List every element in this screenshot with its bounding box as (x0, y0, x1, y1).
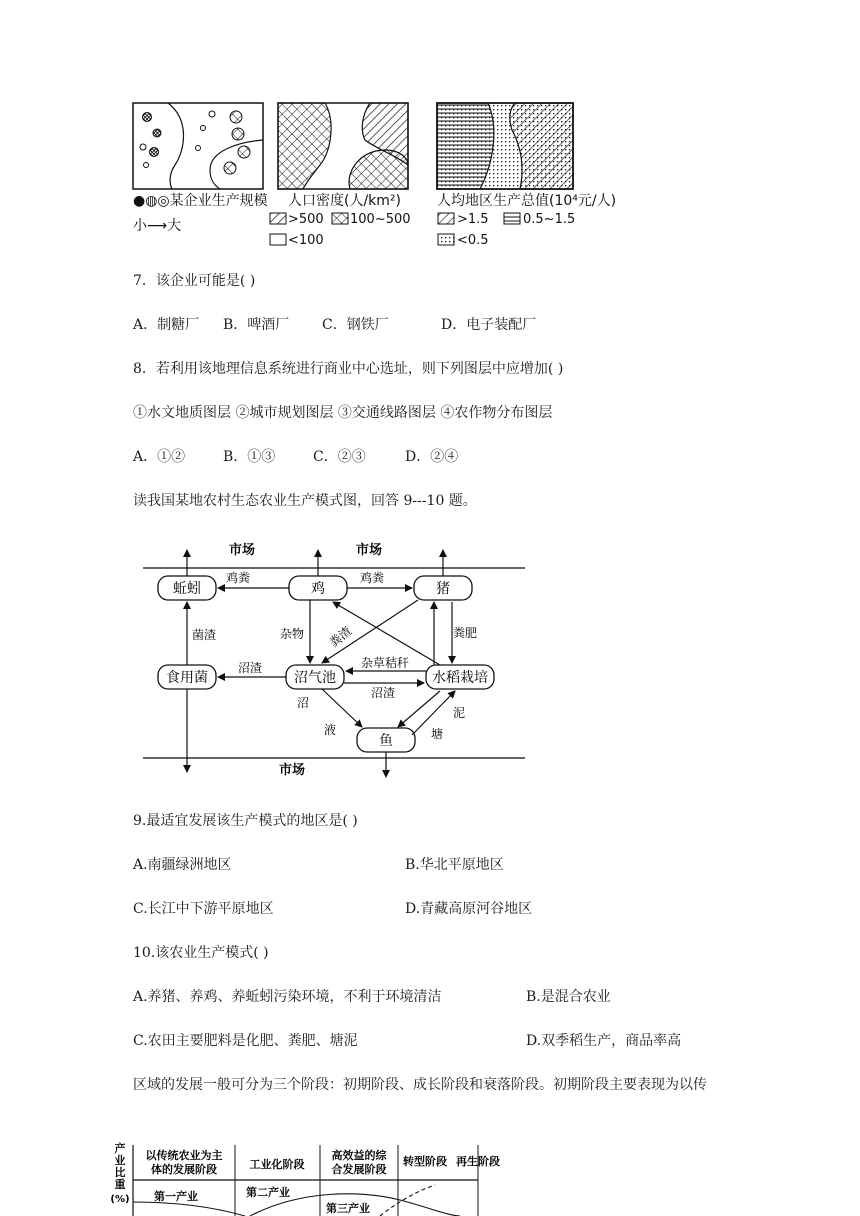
edge-biogas-residue-2: 沼渣 (370, 686, 396, 700)
map-per-capita-gdp (437, 103, 573, 189)
stage5-label: 再生阶段 (456, 1155, 500, 1168)
passage-region-development: 区域的发展一般可分为三个阶段：初期阶段、成长阶段和衰落阶段。初期阶段主要表现为以传 (133, 1077, 707, 1093)
map3-title: 人均地区生产总值(10⁴元/人) (437, 193, 617, 209)
arrow-rice-fish (398, 691, 440, 727)
map-enterprise-scale (133, 103, 263, 189)
label-market-top-right: 市场 (355, 543, 383, 558)
q9-option-a: A.南疆绿洲地区 (133, 857, 232, 873)
q8-option-d: D．②④ (405, 449, 459, 465)
q7-option-a: A．制糖厂 (133, 317, 200, 333)
swatch-diag (270, 213, 286, 224)
map2-title: 人口密度(人/km²) (288, 193, 401, 209)
label-fish: 鱼 (379, 733, 393, 749)
series-secondary-label: 第二产业 (246, 1186, 290, 1199)
q8-option-a: A．①② (133, 449, 186, 465)
swatch-diag-gdp (438, 213, 454, 224)
legend-enterprise-scale: ●◍◎某企业生产规模 (133, 193, 268, 209)
y-axis-label-3: 比 (114, 1166, 126, 1179)
swatch-dots-gdp (438, 234, 454, 245)
q10-option-b: B.是混合农业 (526, 989, 611, 1005)
edge-zhao: 沼 (296, 696, 310, 710)
stage4-label: 转型阶段 (403, 1155, 447, 1168)
label-mushroom: 食用菌 (166, 670, 208, 686)
label-market-top-left: 市场 (228, 543, 256, 558)
q8-layer-list: ①水文地质图层 ②城市规划图层 ③交通线路图层 ④农作物分布图层 (133, 405, 553, 421)
intro-9-10: 读我国某地农村生态农业生产模式图，回答 9---10 题。 (133, 493, 477, 509)
swatch-empty (270, 234, 286, 245)
edge-misc: 杂物 (279, 627, 305, 641)
q10-option-d: D.双季稻生产，商品率高 (526, 1033, 682, 1049)
stage2-label: 工业化阶段 (249, 1158, 305, 1171)
q10-stem: 10.该农业生产模式( ) (133, 945, 269, 961)
stage1-line1: 以传统农业为主 (145, 1149, 223, 1162)
map2-legend-mid: 100~500 (350, 212, 411, 227)
map2-legend-low: <100 (288, 233, 324, 248)
gis-layer-maps (0, 0, 860, 260)
curve-primary (133, 1202, 245, 1216)
swatch-cross (332, 213, 348, 224)
edge-ni: 泥 (452, 706, 466, 720)
y-axis-label-5: (%) (110, 1194, 130, 1205)
q10-option-a: A.养猪、养鸡、养蚯蚓污染环境，不利于环境清洁 (133, 989, 442, 1005)
eco-agriculture-diagram (0, 530, 860, 780)
label-rice: 水稻栽培 (432, 670, 488, 686)
map3-legend-mid: 0.5~1.5 (523, 212, 576, 227)
label-earthworm: 蚯蚓 (173, 581, 201, 597)
q7-option-d: D．电子装配厂 (441, 317, 537, 333)
map-population-density (278, 103, 408, 189)
swatch-stripe-gdp (504, 213, 520, 224)
legend-enterprise-scale-range: 小⟶大 (133, 218, 182, 234)
edge-manure: 粪肥 (452, 626, 478, 640)
curve-tertiary-projection (380, 1185, 435, 1216)
edge-ye: 液 (323, 723, 337, 737)
q8-option-c: C．②③ (313, 449, 366, 465)
stage3-line1: 高效益的综 (331, 1149, 387, 1162)
stage1-line2: 体的发展阶段 (151, 1163, 217, 1176)
label-biogas: 沼气池 (294, 670, 336, 686)
label-pig: 猪 (436, 581, 450, 597)
edge-chicken-manure-1: 鸡粪 (225, 571, 251, 585)
stage3-line2: 合发展阶段 (331, 1163, 387, 1176)
q8-option-b: B．①③ (223, 449, 276, 465)
label-chicken: 鸡 (311, 581, 325, 597)
map2-legend-high: >500 (288, 212, 324, 227)
y-axis-label-2: 业 (114, 1154, 126, 1167)
y-axis-label-4: 重 (114, 1178, 126, 1191)
map3-legend-high: >1.5 (457, 212, 489, 227)
map3-legend-low: <0.5 (457, 233, 489, 248)
q9-option-c: C.长江中下游平原地区 (133, 901, 274, 917)
edge-manure-residue: 粪渣 (326, 623, 355, 651)
q8-stem: 8．若利用该地理信息系统进行商业中心选址，则下列图层中应增加( ) (133, 361, 564, 377)
q9-option-b: B.华北平原地区 (405, 857, 504, 873)
edge-weeds-straw: 杂草秸秆 (360, 656, 410, 670)
q9-stem: 9.最适宜发展该生产模式的地区是( ) (133, 813, 358, 829)
q9-option-d: D.青藏高原河谷地区 (405, 901, 533, 917)
label-market-bottom: 市场 (278, 763, 306, 778)
series-primary-label: 第一产业 (154, 1190, 198, 1203)
q10-option-c: C.农田主要肥料是化肥、粪肥、塘泥 (133, 1033, 358, 1049)
edge-tang: 塘 (430, 727, 444, 741)
q7-stem: 7．该企业可能是( ) (133, 273, 256, 289)
industry-stage-chart (0, 1130, 860, 1216)
y-axis-label-1: 产 (114, 1142, 126, 1155)
edge-mushroom-residue: 菌渣 (191, 628, 217, 642)
arrow-biogas-fish (322, 689, 362, 727)
q7-option-b: B．啤酒厂 (223, 317, 290, 333)
edge-biogas-residue-1: 沼渣 (237, 661, 263, 675)
q7-option-c: C．钢铁厂 (322, 317, 389, 333)
series-tertiary-label: 第三产业 (326, 1202, 370, 1215)
edge-chicken-manure-2: 鸡粪 (359, 571, 385, 585)
